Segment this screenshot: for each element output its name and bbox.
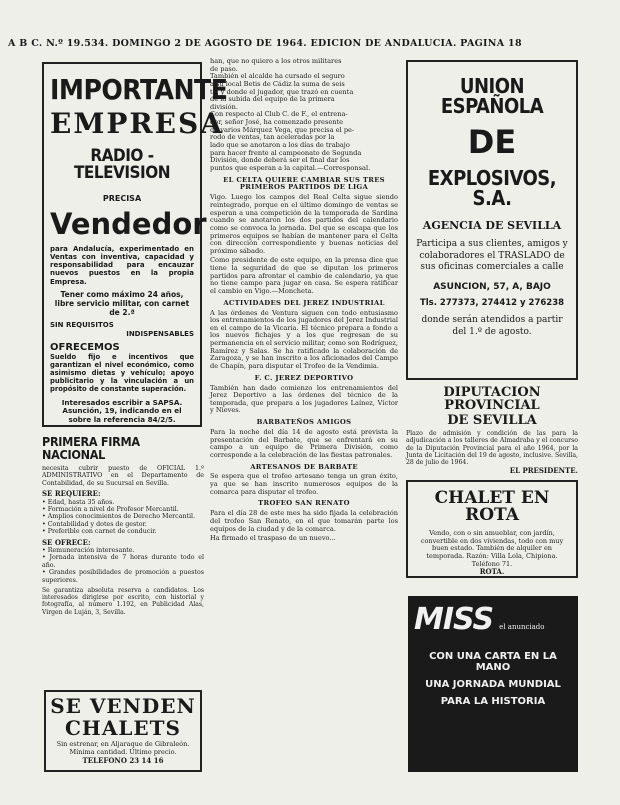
ad-diputacion bbox=[406, 385, 578, 475]
ad-primera-firma bbox=[42, 436, 204, 621]
offer-item: • Grandes posibilidades de promoción a puestos superiores. bbox=[42, 569, 204, 584]
chalets-phone: TELEFONO 23 14 16 bbox=[82, 756, 164, 766]
ad-explosivos bbox=[406, 60, 578, 380]
chalet-rota-title: CHALET EN ROTA bbox=[434, 488, 550, 525]
chalets-title-1: SE VENDEN bbox=[50, 694, 196, 718]
news-line: ta, y donde el jugador, que trazó en cuenta bbox=[210, 87, 354, 96]
ad-offer: Sueldo fijo e incentivos que garantizan el nivel económico, como asimismo dietas y vehículo; apoyo publicitario y la vinculación a un propósito de constante superación. bbox=[50, 352, 194, 393]
offer-item: • Jornada intensiva de 7 horas durante todo el año. bbox=[42, 554, 204, 569]
news-line: de varios Márquez Vega, que precisa el pe- bbox=[210, 125, 355, 134]
diputacion-title-2: DE SEVILLA bbox=[447, 413, 537, 428]
primera-firma-intro: necesita cubrir puesto de OFICIAL 1.º ADMINISTRATIVO en el Departamento de Contabilidad, de su Sucursal en Sevilla. bbox=[42, 465, 204, 487]
ad-description: para Andalucía, experimentado en Ventas con inventiva, capacidad y responsabilidad para encauzar nuevos puestos en la propia Empresa. bbox=[50, 244, 194, 286]
news-line: dor, señor José, ha comenzado presente bbox=[210, 118, 344, 127]
news-paragraph: Para la noche del día 14 de agosto está prevista la presentación del Barbate, que se enfrentará en su campo a un equipo de Primera División, como corresponde a la celebración de las fiestas patronales. bbox=[210, 428, 398, 459]
news-paragraph: A las órdenes de Ventura siguen con todo entusiasmo los entrenamientos de los jugadores del Jerez Industrial en el campo de la Vicaría. El técnico prepara a fondo a los nuevos fichajes y a los que regresan de su permanencia en el servicio militar, como son Rodríguez, Ramírez y Salas. Se ha ratificado la colaboración de Zaragoza, y se han inscrito a los aficionados del Campo de Chapín, para disputar el Trofeo de la Vendimia. bbox=[210, 308, 398, 371]
news-paragraph: Se espera que el trofeo artesano tenga un gran éxito, ya que se han inscrito numerosos equipos de la comarca para disputar el trofeo. bbox=[210, 472, 398, 496]
miss-logo: MISS el anunciado bbox=[414, 602, 545, 637]
offer-item: • Remuneración interesante. bbox=[42, 546, 135, 554]
explosivos-line2: DE bbox=[467, 123, 517, 161]
news-line: puntos que esperan a la capital.—Corresponsal. bbox=[210, 163, 371, 172]
news-line: División, donde deberá ser el final dar los bbox=[210, 156, 350, 165]
news-line: para hacer frente al campeonato de Segunda bbox=[210, 148, 362, 157]
ad-chalet-rota bbox=[406, 480, 578, 578]
ad-se-venden-chalets bbox=[44, 690, 202, 772]
news-line: También el alcalde ha cursado el seguro bbox=[210, 72, 345, 81]
primera-firma-off-label: SE OFRECE: bbox=[42, 537, 91, 547]
explosivos-line3: EXPLOSIVOS, S.A. bbox=[427, 166, 557, 210]
req-item: • Amplios conocimientos de Derecho Mercantil. bbox=[42, 513, 196, 521]
chalet-rota-place: ROTA. bbox=[479, 567, 505, 577]
diputacion-title-1: DIPUTACION PROVINCIAL bbox=[443, 385, 541, 413]
primera-firma-req-list bbox=[42, 499, 204, 536]
news-line: lado que se anotaron a los días de trabajo bbox=[210, 141, 350, 150]
primera-firma-title: PRIMERA FIRMA NACIONAL bbox=[42, 434, 140, 462]
news-line: han, que no quiero a los otros militares bbox=[210, 57, 342, 65]
news-headline: F. C. JEREZ DEPORTIVO bbox=[254, 373, 354, 382]
ad-requirements: Tener como máximo 24 años, libre servicio militar, con carnet de 2.ª bbox=[54, 289, 190, 317]
ad-role-vendedor: Vendedor bbox=[50, 206, 207, 241]
explosivos-address: ASUNCION, 57, A, BAJO bbox=[433, 282, 551, 293]
req-item: • Preferible con carnet de conducir. bbox=[42, 528, 157, 536]
masthead: A B C. N.º 19.534. DOMINGO 2 DE AGOSTO DE 1964. EDICION DE ANDALUCIA. PAGINA 18 bbox=[8, 38, 522, 49]
miss-line3: PARA LA HISTORIA bbox=[440, 696, 546, 707]
news-footer: Ha firmado el traspaso de un nuevo... bbox=[210, 534, 336, 543]
req-item: • Edad, hasta 35 años. bbox=[42, 498, 115, 506]
news-line: división. bbox=[210, 102, 238, 111]
ad-title-empresa: EMPRESA bbox=[50, 107, 224, 140]
news-headline: ARTESANOS DE BARBATE bbox=[250, 462, 358, 471]
ad-contact: Interesados escribir a SAPSA. Asunción, 19, indicando en el sobre la referencia 84/2/5. bbox=[61, 397, 183, 424]
primera-firma-footer: Se garantiza absoluta reserva a candidatos. Los interesados dirigirse por escrito, con historial y fotografía, al número 1.192, en Publicidad Alas, Virgen de Luján, 3, Sevilla. bbox=[42, 586, 204, 616]
ad-precisa: PRECISA bbox=[102, 194, 142, 203]
news-headline: EL CELTA QUIERE CAMBIAR SUS TRES PRIMEROS PARTIDOS DE LIGA bbox=[223, 175, 385, 192]
explosivos-close: donde serán atendidos a partir del 1.º de agosto. bbox=[421, 315, 563, 337]
miss-sub: el anunciado bbox=[499, 623, 545, 631]
news-paragraph: También han dado comienzo los entrenamientos del Jerez Deportivo a las órdenes del técnico de la temporada, que prepara a los jugadores Laínez, Víctor y Nieves. bbox=[210, 383, 398, 415]
chalets-title-2: CHALETS bbox=[65, 716, 181, 740]
ad-title-radio-tv: RADIO - TELEVISION bbox=[73, 146, 171, 183]
news-headline: ACTIVIDADES DEL JEREZ INDUSTRIAL bbox=[223, 298, 385, 307]
news-column bbox=[210, 58, 398, 798]
explosivos-agencia: AGENCIA DE SEVILLA bbox=[422, 219, 562, 232]
req-item: • Contabilidad y dotes de gestor. bbox=[42, 520, 147, 528]
req-item: • Formación a nivel de Profesor Mercantil. bbox=[42, 505, 179, 513]
news-headline: BARBATEÑOS AMIGOS bbox=[256, 418, 352, 427]
news-paragraph: Para el día 28 de este mes ha sido fijada la celebración del trofeo San Renato, en el que tomarán parte los equipos de la ciudad y de la comarca. bbox=[210, 509, 398, 533]
ad-sin-requisitos: SIN REQUISITOS bbox=[50, 321, 114, 330]
miss-line2: UNA JORNADA MUNDIAL bbox=[425, 679, 561, 690]
news-line: de la subida del equipo de la primera bbox=[210, 95, 335, 104]
primera-firma-req-label: SE REQUIERE: bbox=[42, 489, 101, 499]
news-headline: TROFEO SAN RENATO bbox=[258, 499, 350, 508]
ad-indispensables: INDISPENSABLES bbox=[126, 329, 194, 338]
chalet-rota-body: Vendo, con o sin amueblar, con jardín, convertible en dos viviendas, todo con muy buen estado. También de alquiler en temporada. Razón: Villa Lola, Chipiona. Teléfono 71. bbox=[420, 529, 564, 568]
news-line: de paso. bbox=[210, 64, 238, 73]
diputacion-sign: EL PRESIDENTE. bbox=[509, 465, 578, 475]
chalets-body: Sin estrenar, en Aljaraque de Gibraleón. Mínima cantidad. Último precio. bbox=[56, 740, 190, 756]
news-line: a su local Betis de Cádiz la suma de seis bbox=[210, 79, 345, 88]
ad-miss bbox=[408, 596, 578, 772]
primera-firma-offer-list bbox=[42, 547, 204, 584]
ad-title-importante: IMPORTANTE bbox=[50, 73, 228, 106]
news-line: Con respecto al Club C. de F., el entrena- bbox=[210, 110, 348, 119]
explosivos-phones: Tls. 277373, 274412 y 276238 bbox=[419, 297, 565, 308]
diputacion-body: Plazo de admisión y condición de las para la adjudicación a los talleres de Almadraba y el concurso de la Diputación Provincial para el año 1964, por la Junta de Licitación del 19 de agosto, inclusive. Sevilla, 28 de julio de 1964. bbox=[406, 430, 578, 467]
news-top-lines bbox=[210, 58, 398, 173]
news-paragraph: Vigo. Luego los campos del Real Celta sigue siendo reintegrado, porque en el último domingo de ventas se esperan a una competición de la temporada de Sardina cuando se anotaron los dos partidos del calendario como se convoca la jornada. Del que se escapa que los primeros equipos se habían de mantener para el Celta con dirección correspondiente y buenas noticias del próximo sábado. bbox=[210, 193, 398, 255]
explosivos-body: Participa a sus clientes, amigos y colaboradores el TRASLADO de sus oficinas comerciales a calle bbox=[416, 239, 568, 273]
news-paragraph: Como presidente de este equipo, en la prensa dice que tiene la seguridad de que se diputan los primeros partidos para afrontar el cambio de calendario, ya que no tiene campo para jugar en casa. Se espera ratificar el cambio en Vigo.—Moncheta. bbox=[210, 256, 398, 296]
miss-line1: CON UNA CARTA EN LA MANO bbox=[429, 651, 557, 673]
ad-ofrecemos: OFRECEMOS bbox=[50, 341, 120, 353]
explosivos-line1: UNION ESPAÑOLA bbox=[440, 74, 544, 118]
news-line: rodo de ventas, tan aceleradas por la bbox=[210, 133, 335, 142]
